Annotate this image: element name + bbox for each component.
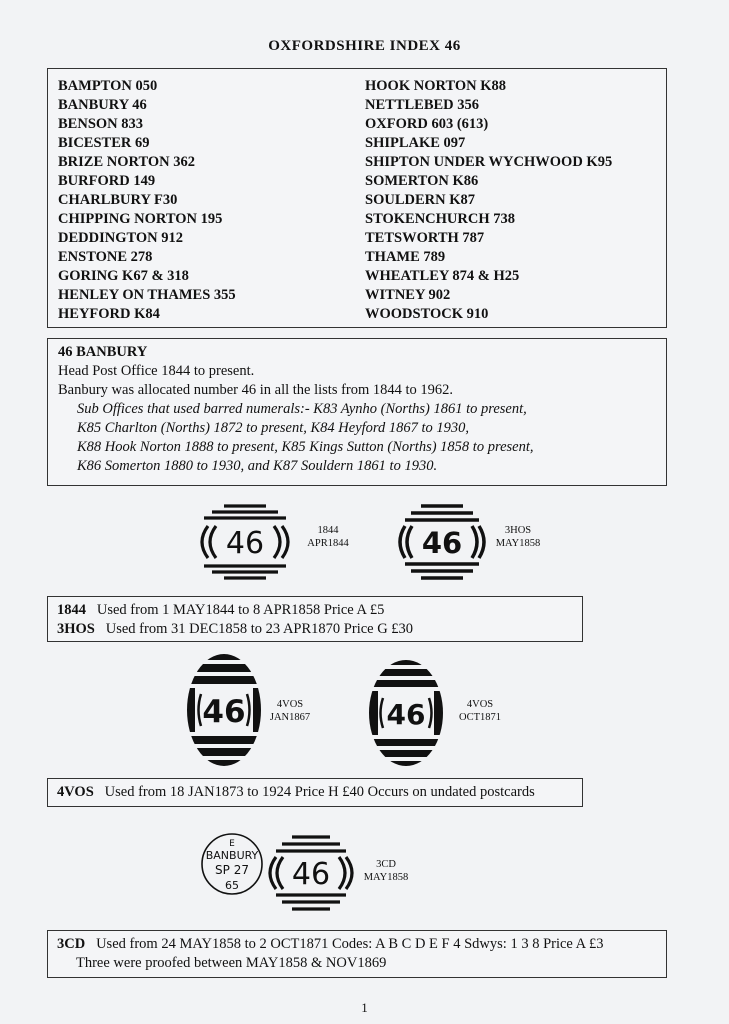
index-entry: HOOK NORTON K88 [365,78,507,94]
usage-line [57,935,657,954]
stamp-code: 3CD [376,859,396,870]
index-entry: BANBURY 46 [58,97,147,113]
stamp-date: JAN1867 [269,712,311,723]
index-entry: BURFORD 149 [58,173,156,189]
usage-text: Used from 31 DEC1858 to 23 APR1870 Price G £30 [105,621,414,637]
cds-letter: E [229,839,235,849]
index-entry: WHEATLEY 874 & H25 [365,268,520,284]
index-entry: ENSTONE 278 [58,249,153,265]
stamp-code: 4VOS [466,699,494,710]
usage-text: Used from 1 MAY1844 to 8 APR1858 Price A £5 [96,602,385,618]
numeral-postmark-1844 [190,500,300,584]
usage-code: 3CD [57,936,86,952]
usage-box-1844-3hos [47,596,583,642]
index-entry: NETTLEBED 356 [365,97,480,113]
index-entry: SOMERTON K86 [365,173,479,189]
cds-year: 65 [225,879,239,892]
stamp-caption-4vos-a [262,698,318,724]
usage-line [57,601,573,620]
sub-office-line: Sub Offices that used barred numerals:- K83 Aynho (Norths) 1861 to present, [77,401,527,417]
stamp-numeral: 46 [202,694,246,730]
stamp-numeral: 46 [225,526,265,561]
stamp-code: 4VOS [276,699,304,710]
banbury-info-box [47,338,667,486]
index-entry: THAME 789 [365,249,446,265]
index-entry: BENSON 833 [58,116,144,132]
index-entry: BRIZE NORTON 362 [58,154,195,170]
stamp-date: OCT1871 [459,712,501,723]
index-entry: GORING K67 & 318 [58,268,189,284]
usage-text: Used from 18 JAN1873 to 1924 Price H £40 Occurs on undated postcards [104,784,535,800]
cds-town: BANBURY [205,849,259,862]
stamp-date: APR1844 [307,538,349,549]
numeral-postmark-4vos-jan1867 [186,652,262,768]
office-index-box [47,68,667,328]
index-entry: WOODSTOCK 910 [365,306,489,322]
index-entry: DEDDINGTON 912 [58,230,184,246]
index-entry: HEYFORD K84 [58,306,160,322]
numeral-postmark-4vos-oct1871 [368,658,444,768]
usage-code: 3HOS [57,621,95,637]
stamp-caption-3cd [356,858,416,884]
sub-office-line: K88 Hook Norton 1888 to present, K85 Kings Sutton (Norths) 1858 to present, [77,439,534,455]
index-entry: SOULDERN K87 [365,192,475,208]
cds-date: SP 27 [215,863,249,877]
page-title: OXFORDSHIRE INDEX 46 [268,38,461,54]
stamp-date: MAY1858 [363,872,409,883]
index-left-column [58,77,236,324]
stamp-caption-3hos [488,524,548,550]
index-entry: STOKENCHURCH 738 [365,211,515,227]
usage-code: 1844 [57,602,86,618]
usage-note: Three were proofed between MAY1858 & NOV1869 [76,955,387,971]
sub-office-line: K86 Somerton 1880 to 1930, and K87 Souldern 1861 to 1930. [77,458,438,474]
sub-office-line: K85 Charlton (Norths) 1872 to present, K84 Heyford 1867 to 1930, [77,420,470,436]
stamp-numeral: 46 [421,526,463,560]
index-entry: BICESTER 69 [58,135,150,151]
index-entry: SHIPTON UNDER WYCHWOOD K95 [365,154,613,170]
usage-line [57,620,573,639]
numeral-postmark-3cd [262,832,360,914]
index-entry: CHIPPING NORTON 195 [58,211,223,227]
numeral-postmark-3hos [393,500,491,584]
index-entry: OXFORD 603 (613) [365,116,489,132]
index-entry: SHIPLAKE 097 [365,135,466,151]
usage-box-3cd [47,930,667,978]
stamp-date: MAY1858 [495,538,541,549]
index-entry: TETSWORTH 787 [365,230,485,246]
index-entry: HENLEY ON THAMES 355 [58,287,236,303]
index-entry: BAMPTON 050 [58,78,158,94]
stamp-caption-4vos-b [452,698,508,724]
page-number: 1 [361,1000,368,1015]
index-right-column [365,77,612,324]
usage-code: 4VOS [57,784,94,800]
banbury-heading: 46 BANBURY [58,344,148,360]
index-entry: WITNEY 902 [365,287,451,303]
stamp-numeral: 46 [386,698,426,731]
usage-box-4vos [47,778,583,807]
banbury-head-office: Head Post Office 1844 to present. [58,363,255,379]
stamp-code: 1844 [317,525,339,536]
index-entry: CHARLBURY F30 [58,192,178,208]
usage-text: Used from 24 MAY1858 to 2 OCT1871 Codes: A B C D E F 4 Sdwys: 1 3 8 Price A £3 [96,936,604,952]
stamp-numeral: 46 [291,857,331,892]
stamp-caption-1844 [298,524,358,550]
banbury-allocation: Banbury was allocated number 46 in all the lists from 1844 to 1962. [58,382,454,398]
stamp-code: 3HOS [504,525,532,536]
